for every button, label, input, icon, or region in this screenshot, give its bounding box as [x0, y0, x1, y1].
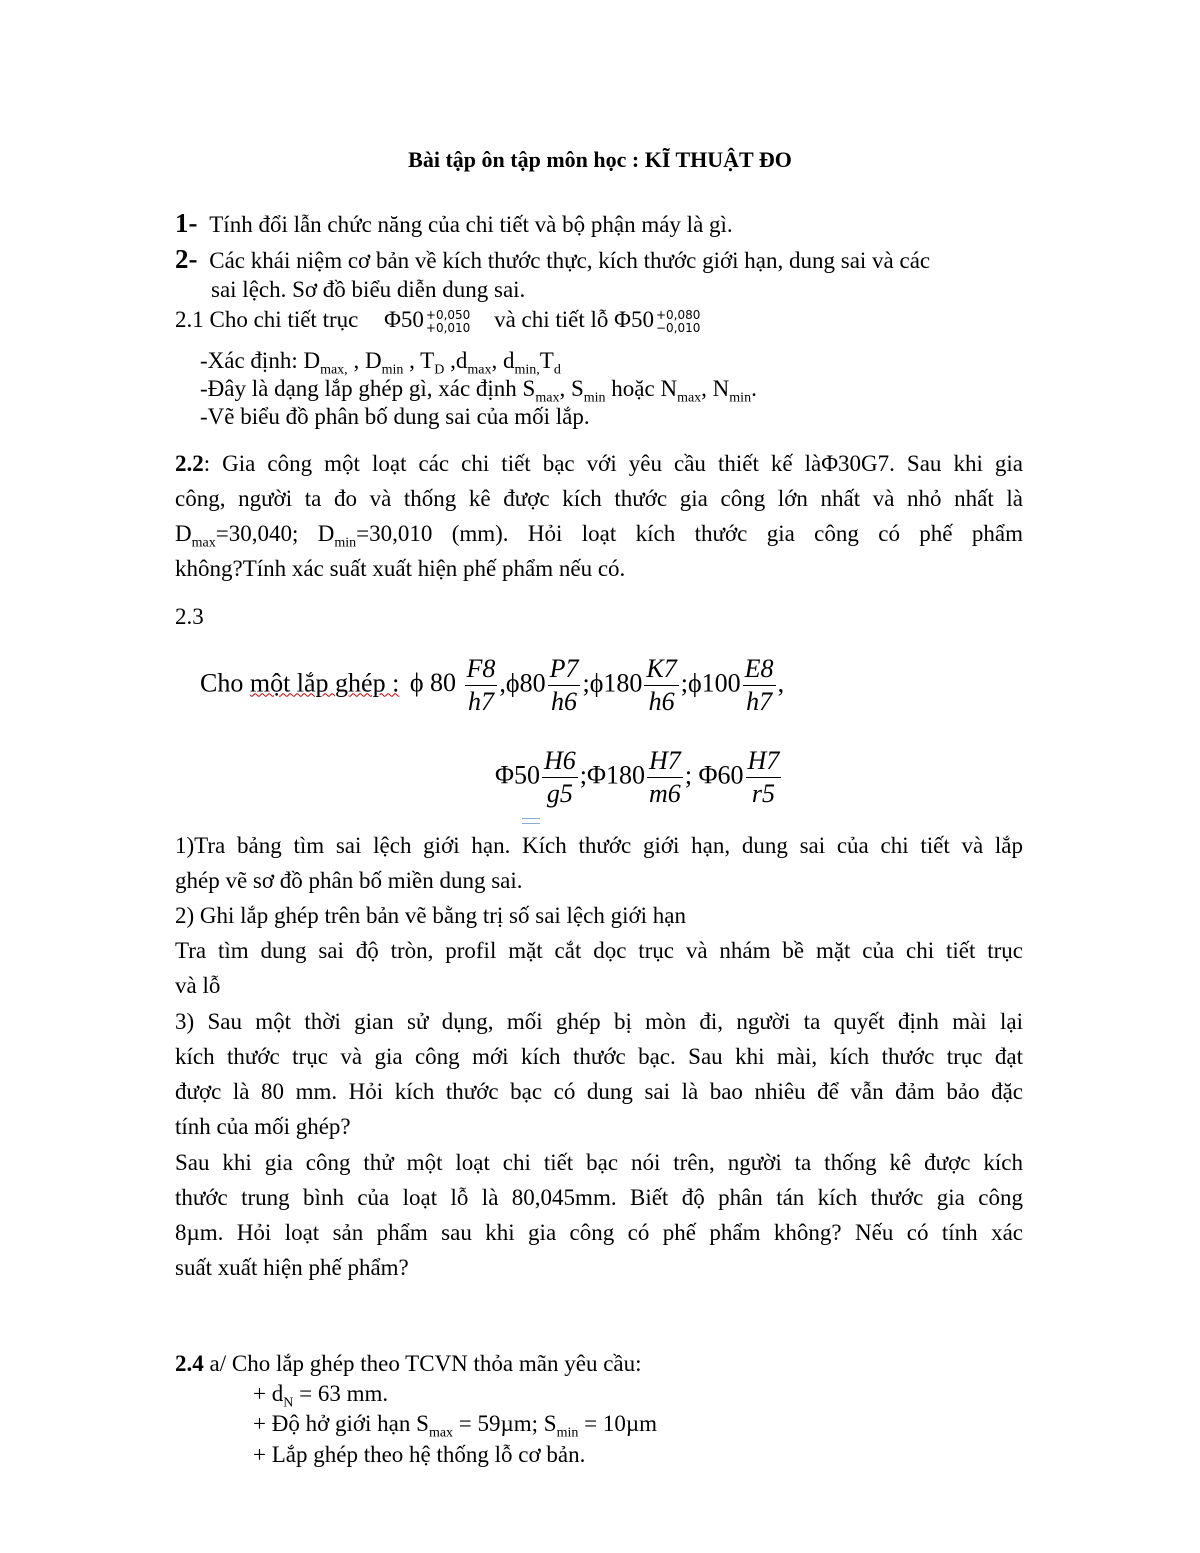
question-number: 1-	[175, 208, 198, 238]
task-item: -Đây là dạng lắp ghép gì, xác định $S_{max}$, $S_{min}$ hoặc $N_{max}$, $N_{min}$.	[200, 376, 757, 406]
task-paragraph-line: 3) Sau một thời gian sử dụng, mối ghép bị mòn đi, người ta quyết định mài lại	[175, 1009, 1023, 1034]
fit-fraction: $\frac{E8}{h7}$	[744, 654, 774, 716]
question-2-2-line: công, người ta đo và thống kê được kích thước gia công lớn nhất và nhỏ nhất là	[175, 486, 1023, 511]
task-item: -Vẽ biểu đồ phân bố dung sai của mối lắp.	[200, 404, 590, 429]
task-paragraph-line: Tra tìm dung sai độ tròn, profil mặt cắt dọc trục và nhám bề mặt của chi tiết trục	[175, 938, 1023, 963]
task-paragraph-line: ghép vẽ sơ đồ phân bố miền dung sai.	[175, 868, 523, 893]
task-paragraph-line: tính của mối ghép?	[175, 1114, 351, 1139]
question-2-4: 2.4 a/ Cho lắp ghép theo TCVN thỏa mãn yêu cầu:	[175, 1351, 642, 1376]
requirement-item: + Độ hở giới hạn $S_{max} = 59\mu m$; $S_{min} = 10\mu m$	[253, 1411, 657, 1441]
fit-fraction: $\frac{F8}{h7}$	[466, 654, 496, 716]
object-anchor-mark	[522, 818, 540, 824]
task-paragraph-line: 1)Tra bảng tìm sai lệch giới hạn. Kích thước giới hạn, dung sai của chi tiết và lắp	[175, 833, 1023, 858]
task-paragraph-line: 8µm. Hỏi loạt sản phẩm sau khi gia công có phế phẩm không? Nếu có tính xác	[175, 1220, 1023, 1245]
task-paragraph-line: Sau khi gia công thử một loạt chi tiết bạc nói trên, người ta thống kê được kích	[175, 1150, 1023, 1175]
requirement-item: + Lắp ghép theo hệ thống lỗ cơ bản.	[253, 1442, 586, 1467]
question-2-1: 2.1 Cho chi tiết trục Φ50 +0,050 +0,010 và chi tiết lỗ Φ50 +0,080 −0,010	[175, 307, 701, 335]
fit-fraction: $\frac{H6}{g5}$	[544, 746, 576, 808]
task-paragraph-line: suất xuất hiện phế phẩm?	[175, 1255, 409, 1280]
question-text-line: Các khái niệm cơ bản về kích thước thực, kích thước giới hạn, dung sai và các	[209, 248, 931, 273]
task-paragraph-line: và lỗ	[175, 973, 221, 998]
task-paragraph-line: thước trung bình của loạt lỗ là 80,045mm. Biết độ phân tán kích thước gia công	[175, 1185, 1023, 1210]
fit-fraction: $\frac{P7}{h6}$	[549, 654, 579, 716]
underlined-phrase: một lắp ghép :	[249, 668, 400, 698]
fit-fraction: $\frac{H7}{m6}$	[649, 746, 681, 808]
question-text-line: sai lệch. Sơ đồ biểu diễn dung sai.	[211, 277, 526, 302]
question-2	[175, 245, 930, 275]
page-title: Bài tập ôn tập môn học : KĨ THUẬT ĐO	[408, 147, 792, 172]
fit-equation-1: Cho một lắp ghép : ϕ 80 $\frac{F8}{h7}$ ,ϕ80 $\frac{P7}{h6}$ ;ϕ180 $\frac{K7}{h6}$ ;ϕ100 $\frac{E8}{h7}$ ,	[200, 654, 785, 716]
question-2-2-line: 2.2: Gia công một loạt các chi tiết bạc với yêu cầu thiết kế làΦ30G7. Sau khi gia	[175, 451, 1023, 476]
shaft-dimension: Φ50 +0,050 +0,010	[384, 307, 471, 335]
hole-deviations: +0,080 −0,010	[655, 307, 701, 335]
fit-fraction: $\frac{H7}{r5}$	[747, 746, 780, 808]
requirement-item: + $d_N = 63$ mm.	[253, 1381, 389, 1411]
task-paragraph-line: kích thước trục và gia công mới kích thước bạc. Sau khi mài, kích thước trục đạt	[175, 1044, 1023, 1069]
fit-fraction: $\frac{K7}{h6}$	[646, 654, 677, 716]
question-text: Tính đổi lẫn chức năng của chi tiết và bộ phận máy là gì.	[209, 212, 733, 237]
question-1	[175, 209, 733, 239]
task-paragraph-line: được là 80 mm. Hỏi kích thước bạc có dung sai là bao nhiêu để vẫn đảm bảo đặc	[175, 1079, 1023, 1104]
fit-equation-2: Φ50 $\frac{H6}{g5}$ ;Φ180 $\frac{H7}{m6}$ ; Φ60 $\frac{H7}{r5}$	[495, 746, 780, 808]
task-paragraph-line: 2) Ghi lắp ghép trên bản vẽ bằng trị số sai lệch giới hạn	[175, 903, 686, 928]
shaft-deviations: +0,050 +0,010	[425, 307, 471, 335]
question-number: 2-	[175, 244, 198, 274]
question-2-2-line: $D_{max}=30,040$; $D_{min}=30,010$ (mm). Hỏi loạt kích thước gia công có phế phẩm	[175, 521, 1023, 551]
question-2-3-label: 2.3	[175, 604, 204, 629]
task-item: -Xác định: $D_{max,}$ , $D_{min}$ , $T_D$ $,d_{max}$, $d_{min,}T_d$	[200, 348, 561, 378]
question-2-2-line: không?Tính xác suất xuất hiện phế phẩm nếu có.	[175, 556, 626, 581]
